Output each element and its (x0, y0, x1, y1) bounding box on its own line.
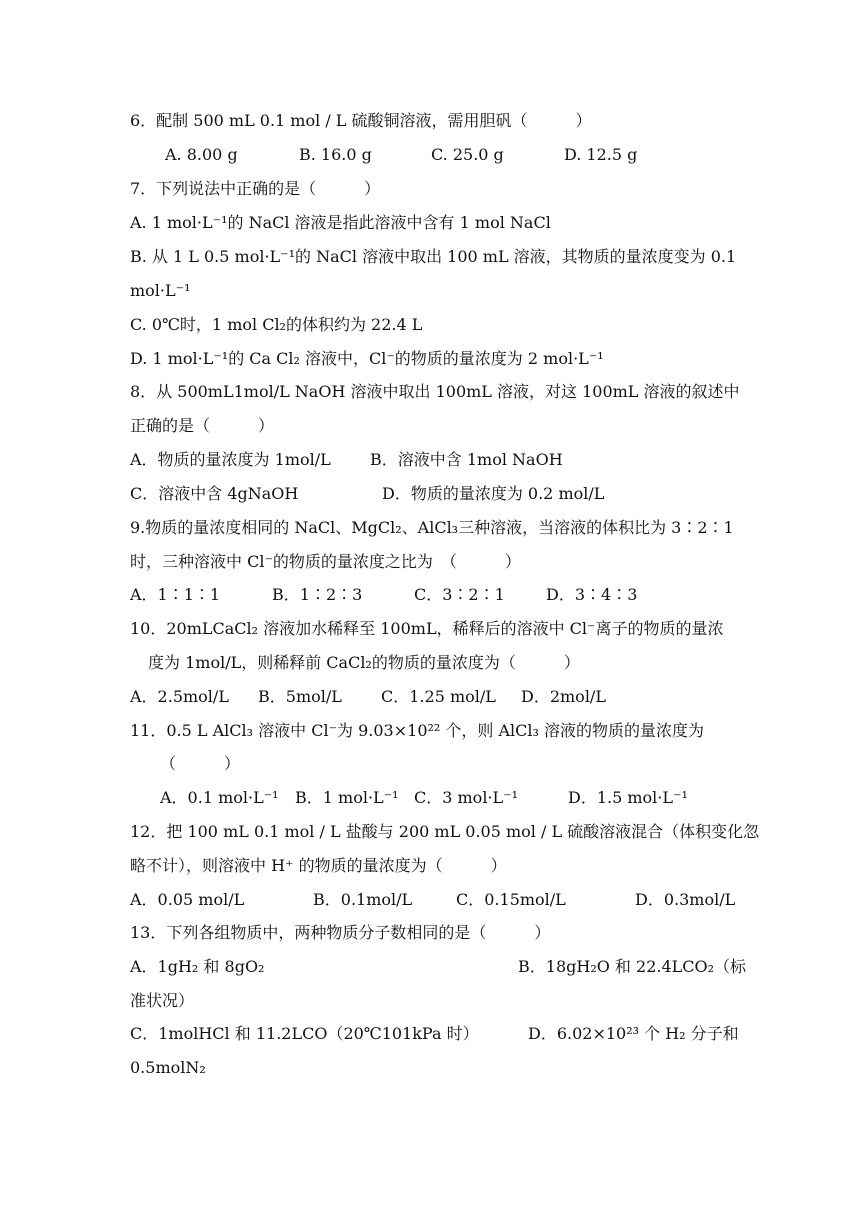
question-13-stem: 13．下列各组物质中，两种物质分子数相同的是（ ） (130, 923, 551, 942)
question-6-option-a: A. 8.00 g (165, 145, 238, 164)
question-6-option-c: C. 25.0 g (431, 145, 504, 164)
question-10-stem-line2: 度为 1mol/L，则稀释前 CaCl₂的物质的量浓度为（ ） (148, 653, 580, 672)
question-13-option-b-line1: B．18gH₂O 和 22.4LCO₂（标 (518, 957, 747, 976)
question-7-option-d: D. 1 mol·L⁻¹的 Ca Cl₂ 溶液中，Cl⁻的物质的量浓度为 2 mol·L⁻¹ (130, 349, 604, 368)
question-12-option-b: B．0.1mol/L (313, 890, 413, 909)
question-12-option-c: C．0.15mol/L (456, 890, 566, 909)
question-8-option-b: B．溶液中含 1mol NaOH (370, 450, 563, 469)
question-10-option-c: C．1.25 mol/L (381, 687, 496, 706)
question-6-option-b: B. 16.0 g (299, 145, 372, 164)
question-11-option-c: C．3 mol·L⁻¹ (414, 788, 519, 807)
question-7-option-c: C. 0℃时，1 mol Cl₂的体积约为 22.4 L (130, 315, 423, 334)
question-13-option-b-line2: 准状况） (130, 991, 195, 1010)
question-9-option-a: A．1∶1∶1 (130, 585, 221, 604)
question-12-stem-line2: 略不计），则溶液中 H⁺ 的物质的量浓度为（ ） (130, 856, 507, 875)
question-8-option-a: A．物质的量浓度为 1mol/L (130, 450, 331, 469)
question-8-option-c: C．溶液中含 4gNaOH (130, 484, 299, 503)
question-11-option-b: B．1 mol·L⁻¹ (295, 788, 399, 807)
question-13-option-a: A．1gH₂ 和 8gO₂ (130, 957, 265, 976)
question-13-option-d-line1: D．6.02×10²³ 个 H₂ 分子和 (528, 1024, 739, 1043)
question-6-option-d: D. 12.5 g (564, 145, 638, 164)
question-10-option-d: D．2mol/L (521, 687, 606, 706)
question-11-option-d: D．1.5 mol·L⁻¹ (568, 788, 688, 807)
question-12-stem-line1: 12．把 100 mL 0.1 mol / L 盐酸与 200 mL 0.05 mol / L 硫酸溶液混合（体积变化忽 (130, 822, 760, 841)
question-9-option-d: D．3∶4∶3 (546, 585, 638, 604)
question-8-stem-line2: 正确的是（ ） (130, 416, 275, 435)
question-8-stem-line1: 8．从 500mL1mol/L NaOH 溶液中取出 100mL 溶液，对这 100mL 溶液的叙述中 (130, 382, 740, 401)
question-7-option-b-line1: B. 从 1 L 0.5 mol·L⁻¹的 NaCl 溶液中取出 100 mL 溶液，其物质的量浓度变为 0.1 (130, 247, 737, 266)
question-10-option-b: B．5mol/L (258, 687, 342, 706)
question-9-stem-line1: 9.物质的量浓度相同的 NaCl、MgCl₂、AlCl₃三种溶液，当溶液的体积比为 3∶2∶1 (130, 518, 734, 537)
question-11-option-a: A．0.1 mol·L⁻¹ (160, 788, 279, 807)
question-9-stem-line2: 时，三种溶液中 Cl⁻的物质的量浓度之比为 （ ） (130, 552, 521, 571)
question-12-option-d: D．0.3mol/L (635, 890, 736, 909)
question-10-stem-line1: 10．20mLCaCl₂ 溶液加水稀释至 100mL，稀释后的溶液中 Cl⁻离子的物质的量浓 (130, 619, 724, 638)
question-11-stem-line1: 11．0.5 L AlCl₃ 溶液中 Cl⁻为 9.03×10²² 个，则 AlCl₃ 溶液的物质的量浓度为 (130, 721, 705, 740)
question-13-option-c: C．1molHCl 和 11.2LCO（20℃101kPa 时） (130, 1024, 479, 1043)
question-13-option-d-line2: 0.5molN₂ (130, 1058, 206, 1077)
question-10-option-a: A．2.5mol/L (130, 687, 229, 706)
question-9-option-c: C．3∶2∶1 (414, 585, 505, 604)
question-7-option-b-line2: mol·L⁻¹ (130, 281, 191, 300)
question-9-option-b: B．1∶2∶3 (272, 585, 363, 604)
question-8-option-d: D．物质的量浓度为 0.2 mol/L (382, 484, 605, 503)
question-12-option-a: A．0.05 mol/L (130, 890, 245, 909)
question-6-stem: 6．配制 500 mL 0.1 mol / L 硫酸铜溶液，需用胆矾（ ） (130, 111, 592, 130)
question-7-stem: 7．下列说法中正确的是（ ） (130, 179, 381, 198)
question-11-stem-line2: （ ） (160, 754, 241, 773)
question-7-option-a: A. 1 mol·L⁻¹的 NaCl 溶液是指此溶液中含有 1 mol NaCl (130, 213, 551, 232)
